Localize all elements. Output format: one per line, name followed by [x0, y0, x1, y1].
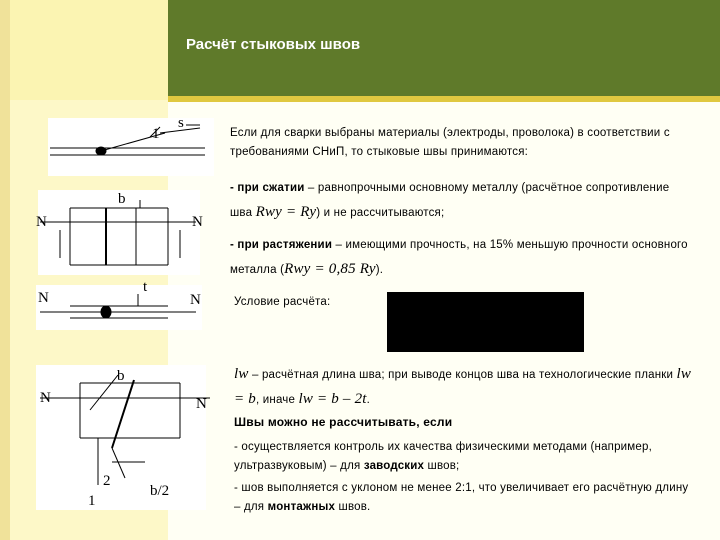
weld-symbol-figure: [48, 118, 214, 176]
item-factory-bold: заводских: [363, 460, 425, 472]
lw-symbol: lw: [234, 366, 249, 382]
item-factory-post: швов;: [424, 460, 460, 472]
fig-label-1b: 1: [88, 493, 96, 509]
fig-label-half-b: b/2: [150, 483, 170, 499]
item-factory: [234, 438, 694, 476]
fig-label-n2: N: [192, 214, 203, 230]
condition-label: Условие расчёта:: [234, 296, 331, 308]
fig-label-n3: N: [38, 290, 49, 306]
oblique-weld-figure: [36, 365, 210, 510]
item-factory-pre: - осуществляется контроль их качества физическими методами (например, ультразвуковым) – для: [234, 441, 653, 472]
compression-paragraph: [230, 176, 690, 225]
length-note-end: .: [366, 394, 371, 406]
page-title: Расчёт стыковых швов: [186, 36, 361, 53]
tension-text: – имеющими прочность, на 15% меньшую прочности основного металла (: [230, 239, 688, 276]
item-mounting-bold: монтажных: [267, 501, 336, 513]
formula-image-placeholder: [387, 292, 584, 352]
item-mounting-post: швов.: [335, 501, 371, 513]
fig-label-n1: N: [36, 214, 47, 230]
compression-label: - при сжатии: [230, 182, 305, 194]
no-calc-title: Швы можно не рассчитывать, если: [234, 415, 453, 429]
length-note: [234, 362, 694, 412]
lw-formula-2: lw = b – 2t: [298, 391, 367, 407]
item-mounting-pre: - шов выполняется с уклоном не менее 2:1, что увеличивает его расчётную длину – для: [234, 482, 689, 513]
compression-formula: Rwy = Ry: [255, 204, 317, 220]
lw-formula-1: lw = b: [234, 366, 692, 407]
fig-label-n4: N: [190, 292, 201, 308]
fig-label-b2: b: [117, 368, 125, 384]
length-note-mid: , иначе: [255, 394, 299, 406]
fig-label-b1: b: [118, 191, 126, 207]
fig-label-s: s: [178, 115, 184, 131]
length-note-text: – расчётная длина шва; при выводе концов шва на технологические планки: [248, 369, 677, 381]
plate-side-view-figure: [36, 285, 202, 330]
tension-tail: ).: [375, 264, 384, 276]
compression-tail: ) и не рассчитываются;: [316, 207, 445, 219]
intro-text: Если для сварки выбраны материалы (электроды, проволока) в соответствии с требованиями СНиП, то стыковые швы принимаются:: [230, 127, 670, 158]
fig-label-2: 2: [103, 473, 111, 489]
fig-label-n6: N: [196, 396, 207, 412]
fig-label-t: t: [143, 279, 148, 295]
tension-formula: Rwy = 0,85 Ry: [284, 261, 376, 277]
fig-label-1a: 1: [152, 126, 160, 142]
fig-label-n5: N: [40, 390, 51, 406]
compression-text: – равнопрочными основному металлу (расчётное сопротивление шва: [230, 182, 670, 219]
item-mounting: [234, 479, 694, 517]
tension-label: - при растяжении: [230, 239, 333, 251]
tension-paragraph: [230, 233, 690, 282]
